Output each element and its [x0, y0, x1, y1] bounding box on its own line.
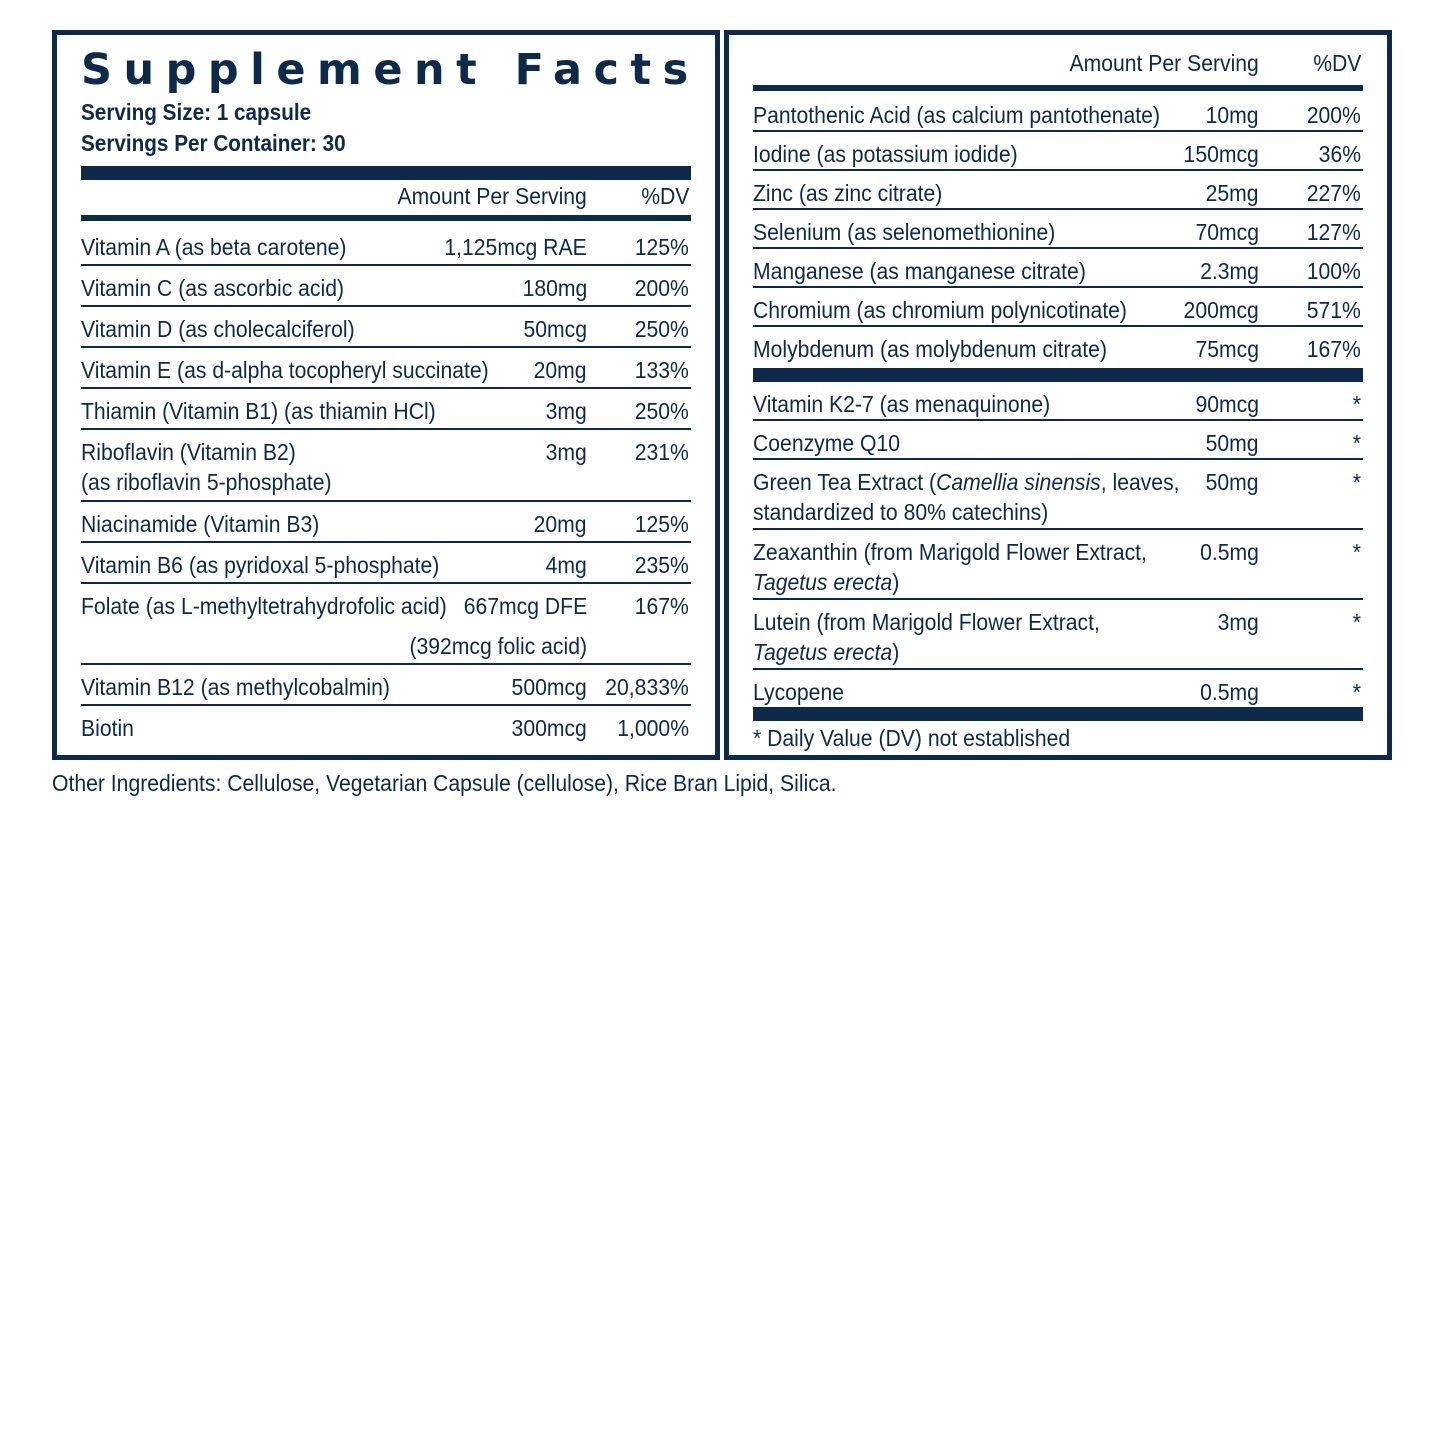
- dv-value: 127%: [1306, 219, 1361, 245]
- supplement-facts-right-panel: [724, 30, 1392, 760]
- nutrient-name-line: Biotin: [81, 715, 134, 741]
- nutrient-name: [753, 537, 1147, 597]
- amount-value: 0.5mg: [1200, 539, 1259, 565]
- nutrient-name: [753, 178, 942, 208]
- table-row: [753, 171, 1363, 210]
- nutrient-name: [753, 100, 1160, 130]
- nutrient-name: [753, 295, 1127, 325]
- dv-value: 250%: [634, 316, 689, 342]
- dv-value: 125%: [634, 234, 689, 260]
- nutrient-name: [81, 314, 355, 344]
- nutrient-name-line: Chromium (as chromium polynicotinate): [753, 297, 1127, 323]
- serving-size: Serving Size: 1 capsule: [81, 99, 312, 125]
- table-row: [753, 132, 1363, 171]
- column-header-right: [753, 48, 1363, 78]
- amount-value: 10mg: [1206, 102, 1259, 128]
- amount-value: 200mcg: [1183, 297, 1259, 323]
- table-row: [81, 225, 691, 266]
- nutrient-name-line: Zeaxanthin (from Marigold Flower Extract,: [753, 539, 1147, 565]
- nutrient-name-line: Molybdenum (as molybdenum citrate): [753, 336, 1107, 362]
- nutrient-name-line: Folate (as L-methyltetrahydrofolic acid): [81, 593, 447, 619]
- table-row: [753, 670, 1363, 709]
- nutrient-name: [753, 334, 1107, 364]
- nutrient-name: [753, 607, 1100, 667]
- table-row: [753, 421, 1363, 460]
- header-divider: [753, 85, 1363, 91]
- dv-value: *: [1352, 609, 1361, 635]
- dv-value: 200%: [1306, 102, 1361, 128]
- nutrient-name: [81, 591, 447, 621]
- nutrient-name-line: Riboflavin (Vitamin B2): [81, 439, 296, 465]
- table-row: [81, 543, 691, 584]
- dv-value: 167%: [634, 593, 689, 619]
- nutrient-name: [753, 389, 1050, 419]
- dv-value: 250%: [634, 398, 689, 424]
- nutrient-name: [81, 232, 346, 262]
- thick-divider: [81, 166, 691, 180]
- dv-header: %DV: [1312, 50, 1361, 76]
- amount-value: 150mcg: [1183, 141, 1259, 167]
- table-row: [753, 93, 1363, 132]
- nutrient-name-line: Vitamin C (as ascorbic acid): [81, 275, 345, 301]
- thick-divider: [753, 707, 1363, 721]
- amount-value: 3mg: [1217, 609, 1259, 635]
- dv-value: 200%: [634, 275, 689, 301]
- amount-value: 50mg: [1206, 469, 1259, 495]
- thick-divider: [753, 368, 1363, 382]
- servings-per-container: Servings Per Container: 30: [81, 130, 346, 156]
- table-row: [753, 210, 1363, 249]
- amount-value: 75mcg: [1195, 336, 1259, 362]
- amount-value: 2.3mg: [1200, 258, 1259, 284]
- nutrient-table-right-b: [753, 382, 1363, 709]
- nutrient-name-line: Vitamin B6 (as pyridoxal 5-phosphate): [81, 552, 440, 578]
- nutrient-name-line: Vitamin D (as cholecalciferol): [81, 316, 355, 342]
- supplement-facts-left-panel: [52, 30, 720, 760]
- table-row: [753, 288, 1363, 327]
- amount-value: 90mcg: [1195, 391, 1259, 417]
- amount-value: 3mg: [545, 398, 587, 424]
- amount-value: 3mg: [545, 439, 587, 465]
- other-ingredients: Other Ingredients: Cellulose, Vegetarian Capsule (cellulose), Rice Bran Lipid, Silica.: [52, 770, 837, 796]
- nutrient-name: [753, 467, 1180, 527]
- table-row: [81, 348, 691, 389]
- table-row: [81, 307, 691, 348]
- nutrient-name-line: Coenzyme Q10: [753, 430, 901, 456]
- table-row: [753, 249, 1363, 288]
- table-row: [81, 665, 691, 706]
- nutrient-name: [753, 428, 900, 458]
- page-title: Supplement Facts: [81, 45, 700, 95]
- amount-value: 180mg: [522, 275, 587, 301]
- nutrient-name-line: Lutein (from Marigold Flower Extract,: [753, 609, 1100, 635]
- dv-value: 36%: [1318, 141, 1361, 167]
- dv-value: *: [1352, 539, 1361, 565]
- table-row: [753, 460, 1363, 530]
- nutrient-name-line: Iodine (as potassium iodide): [753, 141, 1018, 167]
- nutrient-name: [753, 139, 1018, 169]
- dv-header: %DV: [640, 183, 689, 209]
- table-row: [81, 389, 691, 430]
- nutrient-name-line: Vitamin B12 (as methylcobalmin): [81, 674, 390, 700]
- dv-value: 20,833%: [605, 674, 689, 700]
- nutrient-name: [81, 273, 344, 303]
- dv-value: *: [1352, 679, 1361, 705]
- dv-value: *: [1352, 469, 1361, 495]
- nutrient-name: [81, 437, 332, 497]
- nutrient-name-line: Tagetus erecta): [753, 569, 900, 595]
- table-row: [81, 430, 691, 502]
- nutrient-name-line: (as riboflavin 5-phosphate): [81, 469, 332, 495]
- amount-value: 667mcg DFE: [463, 593, 587, 619]
- nutrient-name-line: Vitamin K2-7 (as menaquinone): [753, 391, 1051, 417]
- nutrient-name-line: Thiamin (Vitamin B1) (as thiamin HCl): [81, 398, 436, 424]
- nutrient-name: [81, 355, 489, 385]
- dv-value: *: [1352, 430, 1361, 456]
- dv-value: 100%: [1306, 258, 1361, 284]
- column-header: [81, 181, 691, 211]
- dv-value: 227%: [1306, 180, 1361, 206]
- table-row: [753, 382, 1363, 421]
- table-row: [81, 706, 691, 747]
- nutrient-name-line: Pantothenic Acid (as calcium pantothenate): [753, 102, 1160, 128]
- nutrient-name: [81, 550, 439, 580]
- nutrient-table-right-a: [753, 93, 1363, 366]
- amount-value: 500mcg: [511, 674, 587, 700]
- nutrient-name: [81, 713, 134, 743]
- amount-value: 20mg: [534, 511, 587, 537]
- nutrient-table-left: [81, 225, 691, 747]
- nutrient-name-line: Lycopene: [753, 679, 844, 705]
- amount-value: 70mcg: [1195, 219, 1259, 245]
- amount-value: 25mg: [1206, 180, 1259, 206]
- footnote: * Daily Value (DV) not established: [753, 725, 1071, 751]
- nutrient-name-line: Green Tea Extract (Camellia sinensis, leaves,: [753, 469, 1180, 495]
- amount-value: 0.5mg: [1200, 679, 1259, 705]
- amount-value: 1,125mcg RAE: [444, 234, 587, 260]
- nutrient-name: [81, 396, 436, 426]
- nutrient-name-line: Vitamin E (as d-alpha tocopheryl succinate): [81, 357, 489, 383]
- table-row: [753, 600, 1363, 670]
- nutrient-name: [81, 672, 390, 702]
- nutrient-name-line: Niacinamide (Vitamin B3): [81, 511, 320, 537]
- table-row: [753, 327, 1363, 366]
- amount-header: Amount Per Serving: [397, 183, 587, 209]
- amount-value: 50mcg: [523, 316, 587, 342]
- table-row: [81, 266, 691, 307]
- nutrient-name: [81, 509, 319, 539]
- amount-value: 300mcg: [511, 715, 587, 741]
- dv-value: 167%: [1306, 336, 1361, 362]
- amount-header: Amount Per Serving: [1069, 50, 1259, 76]
- nutrient-name-line: Manganese (as manganese citrate): [753, 258, 1086, 284]
- nutrient-name: [753, 677, 844, 707]
- table-row: [81, 502, 691, 543]
- nutrient-name-line: Vitamin A (as beta carotene): [81, 234, 347, 260]
- nutrient-name-line: Zinc (as zinc citrate): [753, 180, 943, 206]
- amount-value: 50mg: [1206, 430, 1259, 456]
- table-row: [753, 530, 1363, 600]
- table-row: [81, 584, 691, 665]
- nutrient-name-line: Selenium (as selenomethionine): [753, 219, 1056, 245]
- dv-value: 125%: [634, 511, 689, 537]
- dv-value: 133%: [634, 357, 689, 383]
- amount-value: 20mg: [534, 357, 587, 383]
- dv-value: 571%: [1306, 297, 1361, 323]
- dv-value: *: [1352, 391, 1361, 417]
- header-divider: [81, 215, 691, 221]
- nutrient-name-line: Tagetus erecta): [753, 639, 900, 665]
- dv-value: 231%: [634, 439, 689, 465]
- nutrient-name: [753, 256, 1086, 286]
- nutrient-name: [753, 217, 1055, 247]
- amount-value: 4mg: [545, 552, 587, 578]
- nutrient-name-line: standardized to 80% catechins): [753, 499, 1049, 525]
- dv-value: 1,000%: [617, 715, 689, 741]
- amount-subvalue: (392mcg folic acid): [409, 633, 587, 659]
- dv-value: 235%: [634, 552, 689, 578]
